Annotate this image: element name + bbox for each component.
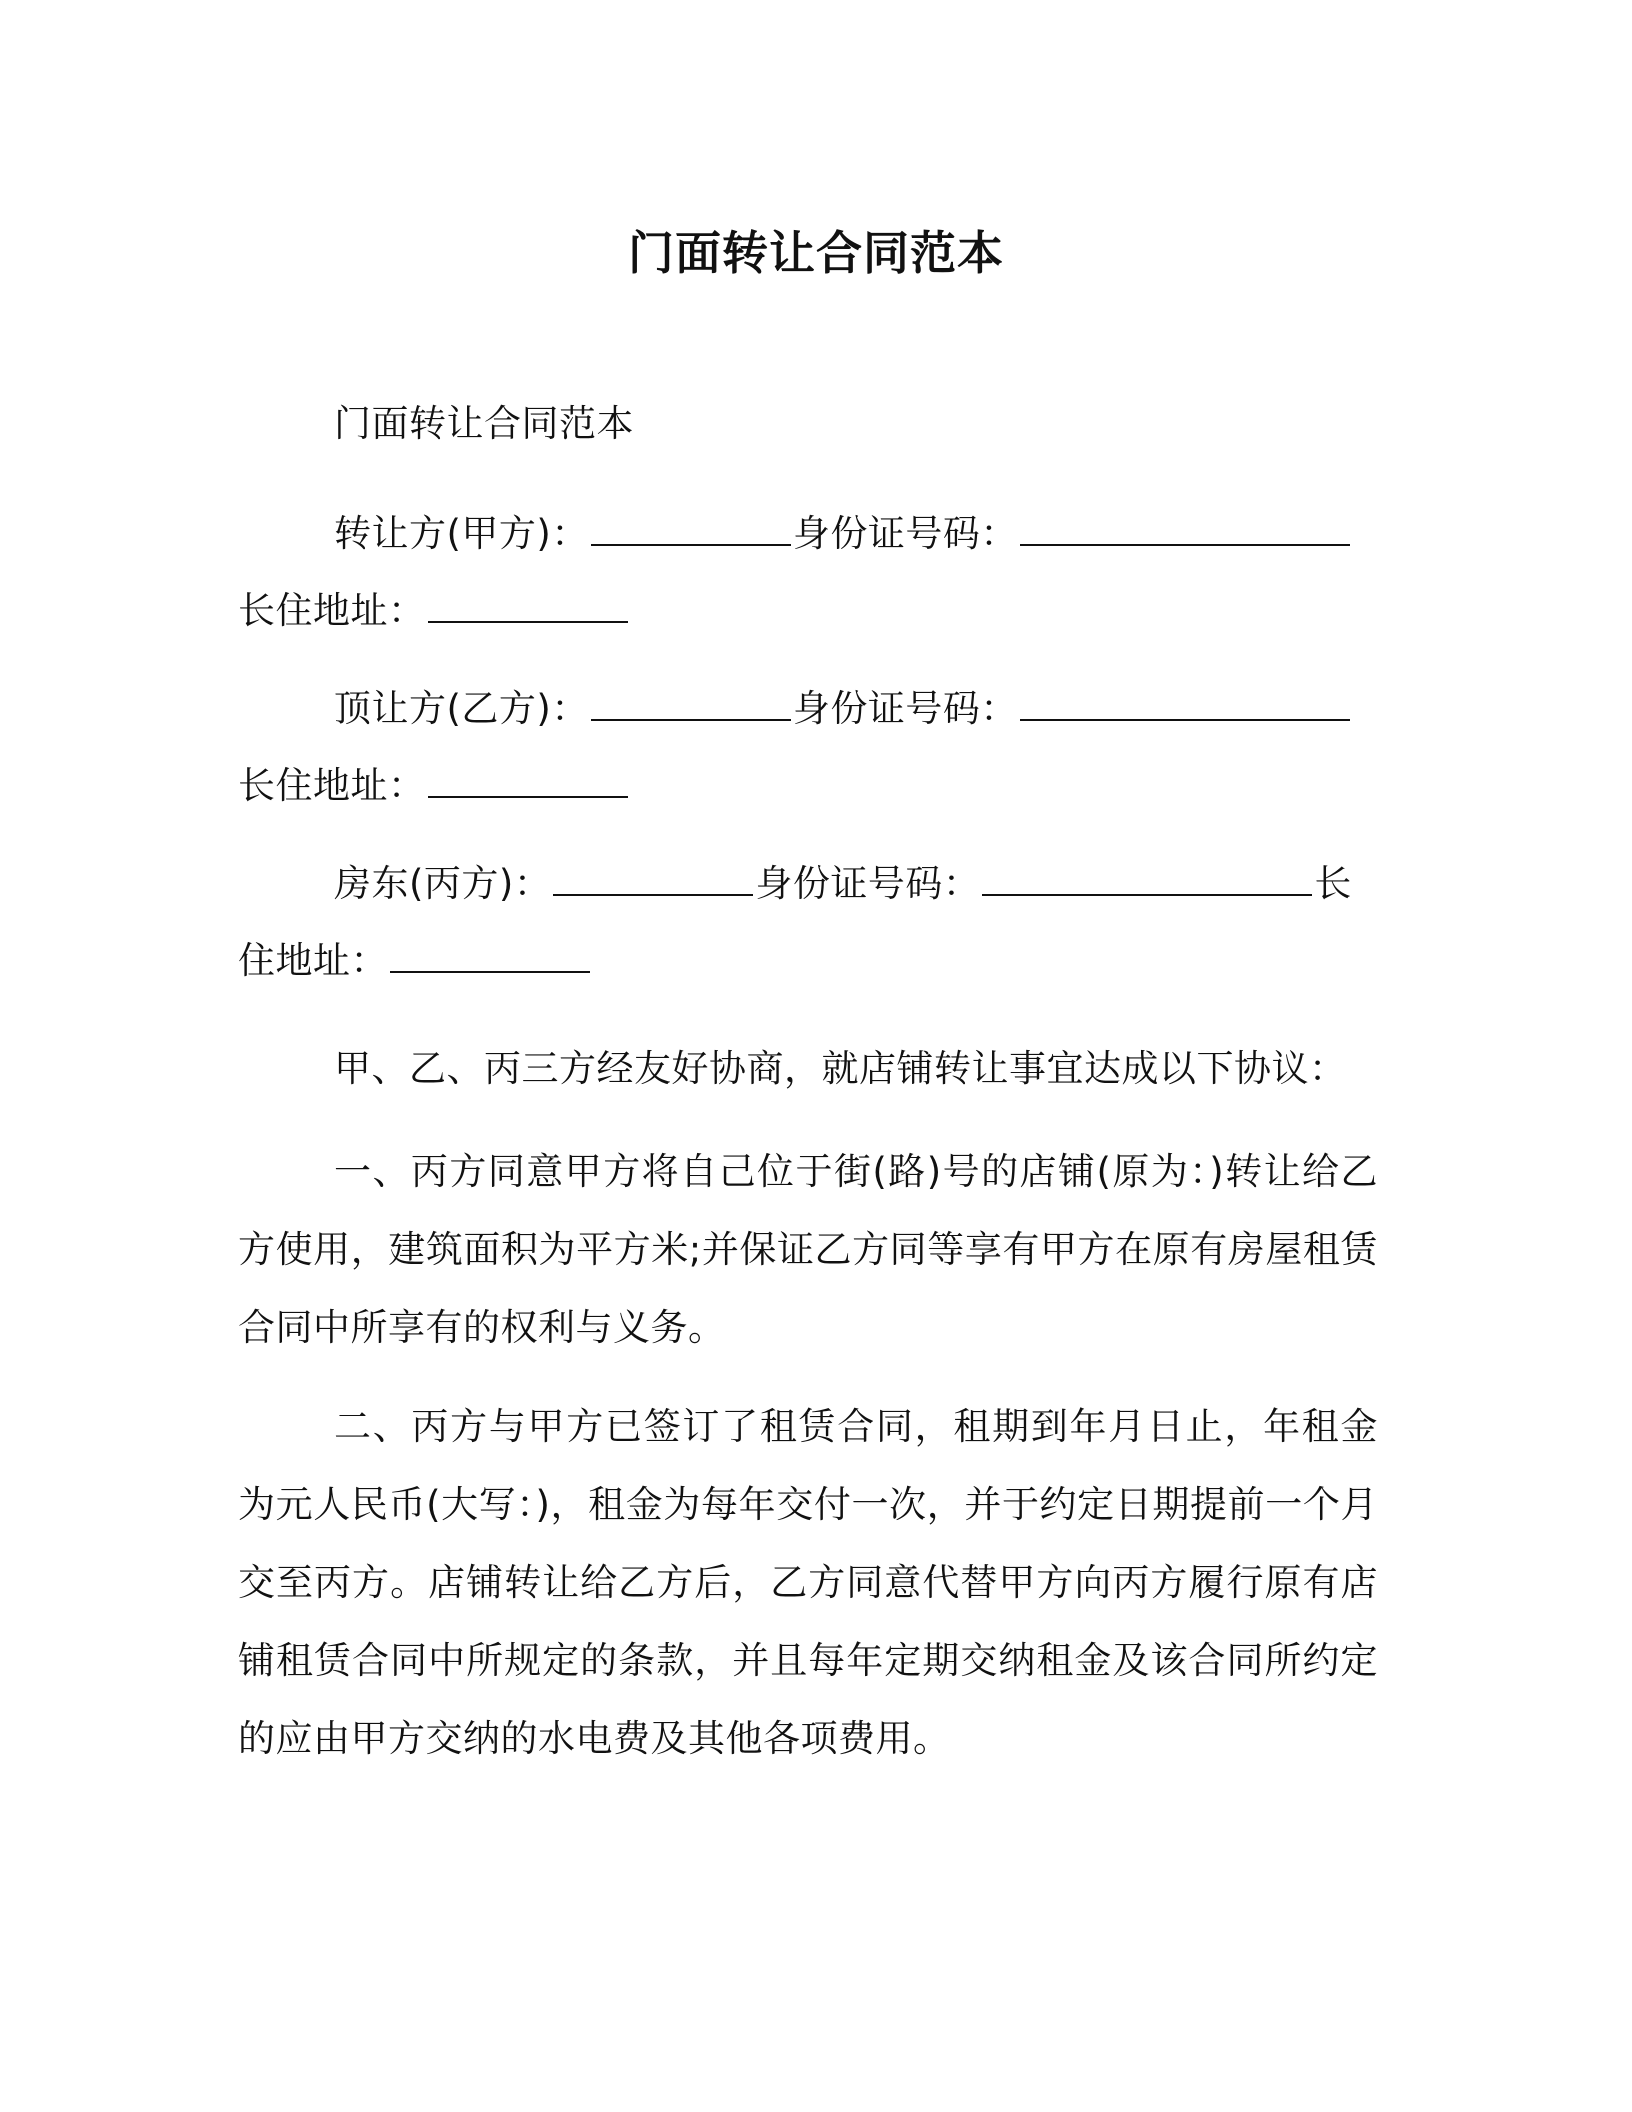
party-c-id-blank[interactable] (982, 856, 1312, 896)
party-c-name-blank[interactable] (553, 856, 753, 896)
party-c-address-line (238, 922, 1398, 1000)
party-a-label: 转让方(甲方)： (334, 512, 589, 555)
party-b-address-label: 长住地址： (238, 764, 426, 807)
party-a-address-label: 长住地址： (238, 589, 426, 632)
party-b-id-blank[interactable] (1020, 681, 1350, 721)
party-a-address-line (238, 572, 1398, 650)
party-a-address-blank[interactable] (428, 583, 628, 623)
party-b-address-line (238, 747, 1398, 825)
party-b-id-label: 身份证号码： (792, 687, 1018, 730)
clause-1 (238, 1133, 1378, 1367)
document-subtitle (238, 385, 1494, 463)
party-a-line (238, 495, 1494, 573)
document-title: 门面转让合同范本 (628, 226, 1004, 280)
party-b-label: 顶让方(乙方)： (334, 687, 589, 730)
clause-2-text: 二、丙方与甲方已签订了租赁合同，租期到年月日止，年租金为元人民币(大写：)，租金为每年交付一次，并于约定日期提前一个月交至丙方。店铺转让给乙方后，乙方同意代替甲方向丙方履行原有店铺租赁合同中所规定的条款，并且每年定期交纳租金及该合同所约定的应由甲方交纳的水电费及其他各项费用。 (238, 1405, 1378, 1760)
party-a-id-label: 身份证号码： (792, 512, 1018, 555)
party-b-line (238, 670, 1494, 748)
party-c-line (238, 845, 1494, 923)
party-a-name-blank[interactable] (591, 506, 791, 546)
clause-2 (238, 1388, 1378, 1778)
party-c-address-label-end: 住地址： (238, 939, 388, 982)
intro-text: 甲、乙、丙三方经友好协商，就店铺转让事宜达成以下协议： (334, 1047, 1347, 1090)
party-a-id-blank[interactable] (1020, 506, 1350, 546)
party-c-address-blank[interactable] (390, 933, 590, 973)
party-c-id-label: 身份证号码： (755, 862, 981, 905)
clause-1-text: 一、丙方同意甲方将自己位于街(路)号的店铺(原为：)转让给乙方使用，建筑面积为平方米;并保证乙方同等享有甲方在原有房屋租赁合同中所享有的权利与义务。 (238, 1150, 1378, 1349)
subtitle-text: 门面转让合同范本 (334, 402, 634, 445)
party-b-name-blank[interactable] (591, 681, 791, 721)
party-c-address-label-start: 长 (1314, 862, 1352, 905)
party-b-address-blank[interactable] (428, 758, 628, 798)
intro-line (238, 1030, 1494, 1108)
party-c-label: 房东(丙方)： (334, 862, 552, 905)
